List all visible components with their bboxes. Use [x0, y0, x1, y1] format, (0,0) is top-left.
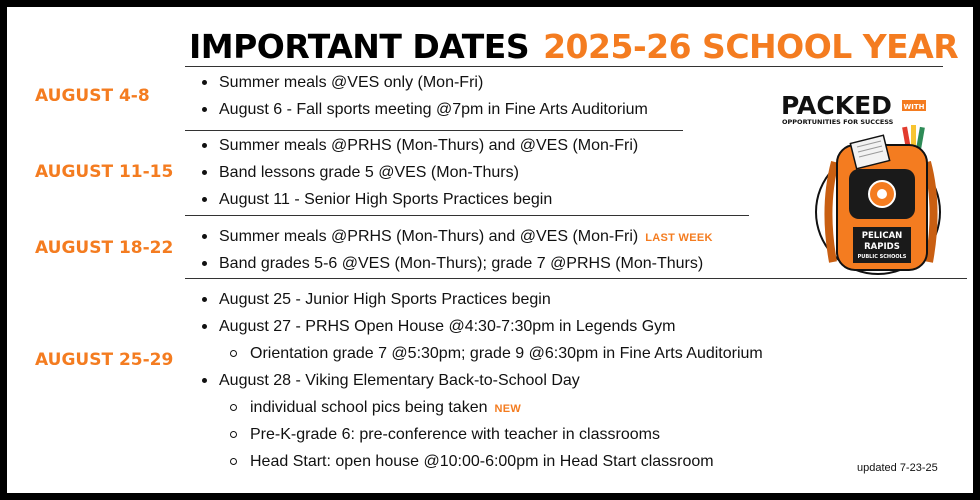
- list-item: Summer meals @VES only (Mon-Fri): [192, 69, 648, 96]
- schedule-card: [7, 7, 973, 493]
- updated-date: updated 7-23-25: [857, 462, 938, 474]
- logo-school-line3: PUBLIC SCHOOLS: [857, 254, 907, 260]
- section-items: [192, 223, 713, 277]
- logo-school-line2: RAPIDS: [864, 242, 900, 252]
- list-subitem: [192, 394, 763, 421]
- logo-school-line1: PELICAN: [861, 231, 903, 241]
- list-subitem: Pre-K-grade 6: pre-conference with teacher in classrooms: [192, 421, 763, 448]
- list-item: Band lessons grade 5 @VES (Mon-Thurs): [192, 159, 638, 186]
- packed-backpack-logo: [777, 87, 957, 277]
- title-main: IMPORTANT DATES: [189, 27, 530, 66]
- last-week-badge: LAST WEEK: [645, 232, 713, 244]
- list-item: August 27 - PRHS Open House @4:30-7:30pm in Legends Gym: [192, 313, 763, 340]
- logo-tagline: OPPORTUNITIES FOR SUCCESS: [782, 118, 894, 126]
- logo-with-word: WITH: [903, 103, 925, 111]
- list-item: August 11 - Senior High Sports Practices begin: [192, 186, 638, 213]
- logo-packed-word: PACKED: [781, 91, 892, 120]
- list-item: August 25 - Junior High Sports Practices begin: [192, 286, 763, 313]
- divider: [185, 215, 749, 216]
- section-items: [192, 132, 638, 213]
- list-item-text: individual school pics being taken: [250, 399, 488, 416]
- list-item: August 6 - Fall sports meeting @7pm in Fine Arts Auditorium: [192, 96, 648, 123]
- list-item: [192, 223, 713, 250]
- list-subitem: Orientation grade 7 @5:30pm; grade 9 @6:30pm in Fine Arts Auditorium: [192, 340, 763, 367]
- section-date: AUGUST 4-8: [35, 86, 150, 106]
- list-item-text: Summer meals @PRHS (Mon-Thurs) and @VES (Mon-Fri): [219, 228, 639, 245]
- section-date: AUGUST 18-22: [35, 238, 174, 258]
- divider: [185, 66, 943, 67]
- new-badge: NEW: [494, 403, 522, 415]
- section-date: AUGUST 11-15: [35, 162, 174, 182]
- section-items: [192, 286, 763, 475]
- section-date: AUGUST 25-29: [35, 350, 174, 370]
- list-item: Summer meals @PRHS (Mon-Thurs) and @VES (Mon-Fri): [192, 132, 638, 159]
- title-year: 2025-26 SCHOOL YEAR: [543, 27, 959, 66]
- section-items: [192, 69, 648, 123]
- divider: [185, 130, 683, 131]
- divider: [185, 278, 967, 279]
- list-subitem: Head Start: open house @10:00-6:00pm in Head Start classroom: [192, 448, 763, 475]
- list-item: August 28 - Viking Elementary Back-to-School Day: [192, 367, 763, 394]
- list-item: Band grades 5-6 @VES (Mon-Thurs); grade 7 @PRHS (Mon-Thurs): [192, 250, 713, 277]
- page-title: [189, 27, 958, 67]
